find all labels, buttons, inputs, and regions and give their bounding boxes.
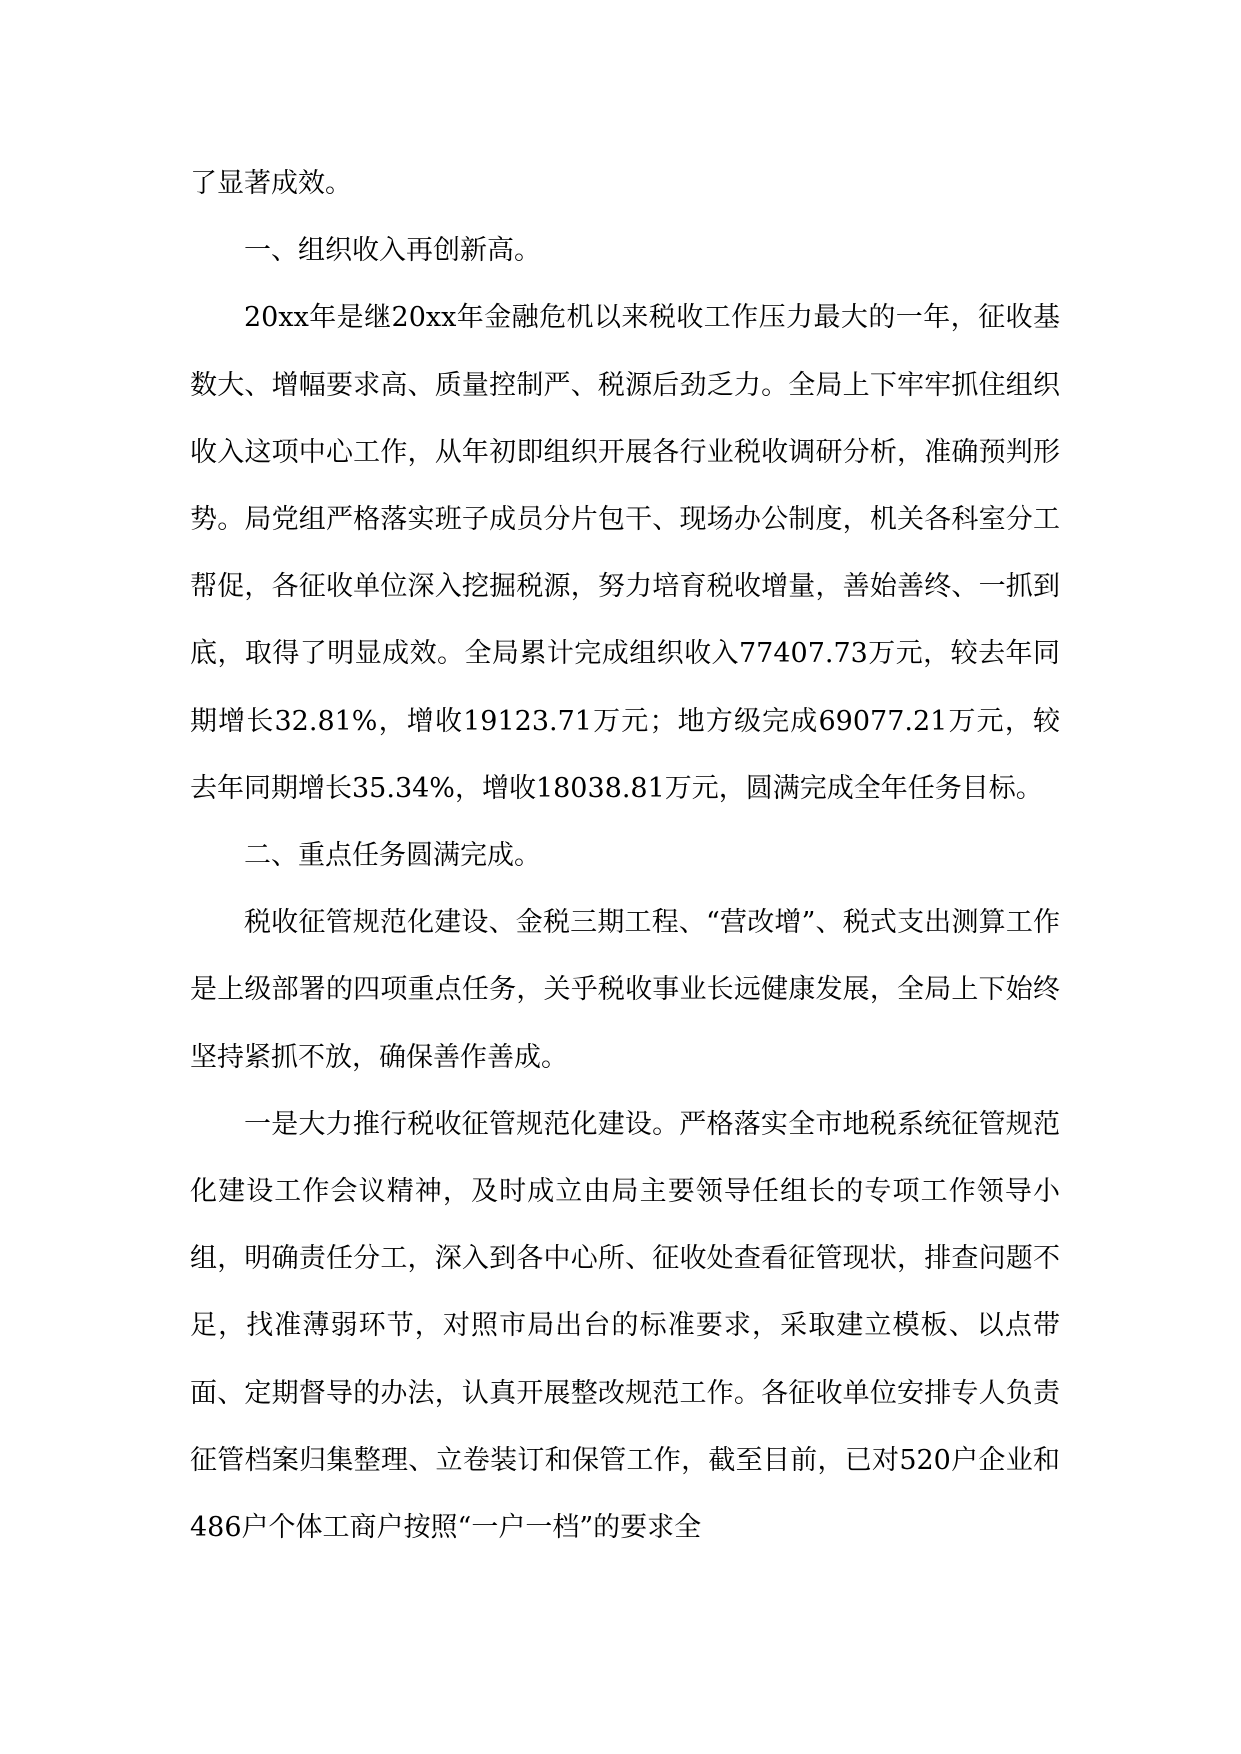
heading-section-two: 二、重点任务圆满完成。 xyxy=(244,840,541,872)
paragraph-continuation: 了显著成效。 xyxy=(190,168,352,199)
paragraph-standardization: 一是大力推行税收征管规范化建设。严格落实全市地税系统征管规范化建设工作会议精神，及时成立由局主要领导任组长的专项工作领导小组，明确责任分工，深入到各中心所、征收处查看征管现状，排查问题不足，找准薄弱环节，对照市局出台的标准要求，采取建立模板、以点带面、定期督导的办法，认真开展整改规范工作。各征收单位安排专人负责征管档案归集整理、立卷装订和保管工作，截至目前，已对520户企业和486户个体工商户按照“一户一档”的要求全 xyxy=(190,1108,1060,1544)
document-body xyxy=(190,150,1060,1561)
paragraph-key-tasks: 税收征管规范化建设、金税三期工程、“营改增”、税式支出测算工作是上级部署的四项重点任务，关乎税收事业长远健康发展，全局上下始终坚持紧抓不放，确保善作善成。 xyxy=(190,907,1060,1073)
heading-section-one: 一、组织收入再创新高。 xyxy=(244,235,541,267)
paragraph-revenue: 20xx年是继20xx年金融危机以来税收工作压力最大的一年，征收基数大、增幅要求高、质量控制严、税源后劲乏力。全局上下牢牢抓住组织收入这项中心工作，从年初即组织开展各行业税收调研分析，准确预判形势。局党组严格落实班子成员分片包干、现场办公制度，机关各科室分工帮促，各征收单位深入挖掘税源，努力培育税收增量，善始善终、一抓到底，取得了明显成效。全局累计完成组织收入77407.73万元，较去年同期增长32.81%，增收19123.71万元；地方级完成69077.21万元，较去年同期增长35.34%，增收18038.81万元，圆满完成全年任务目标。 xyxy=(190,302,1060,804)
